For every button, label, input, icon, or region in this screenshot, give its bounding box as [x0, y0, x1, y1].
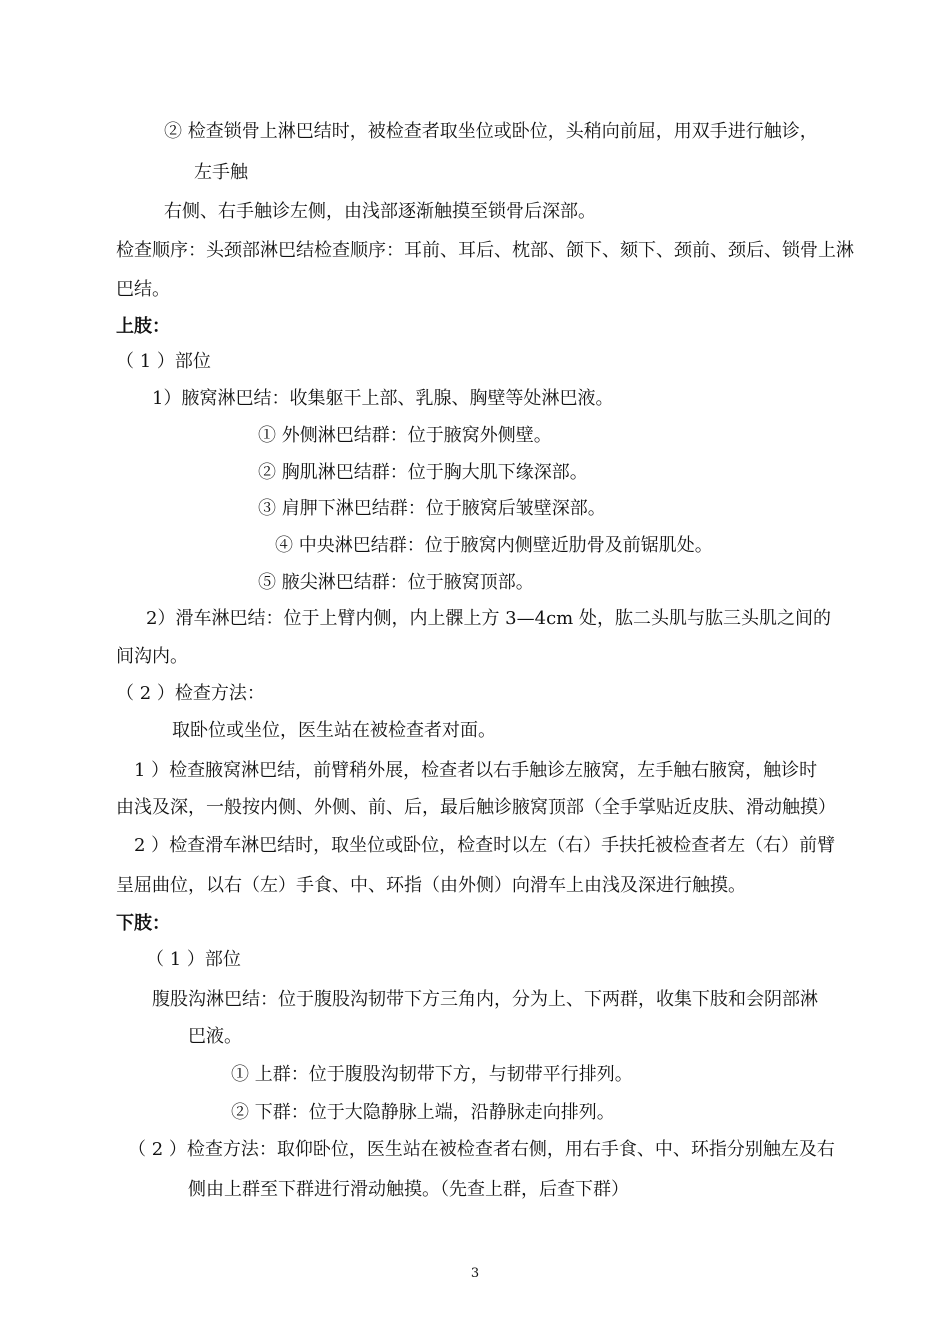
- paragraph-line: 检查顺序：头颈部淋巴结检查顺序：耳前、耳后、枕部、颌下、颏下、颈前、颈后、锁骨上淋: [116, 240, 854, 261]
- paragraph-line: 由浅及深，一般按内侧、外侧、前、后，最后触诊腋窝顶部（全手掌贴近皮肤、滑动触摸）: [116, 797, 836, 818]
- page-number: 3: [470, 1266, 480, 1281]
- paragraph-line: （ 2 ）检查方法：取仰卧位，医生站在被检查者右侧，用右手食、中、环指分别触左及右: [128, 1139, 835, 1160]
- paragraph-line: 左手触: [194, 162, 248, 183]
- paragraph-line: 巴液。: [188, 1026, 242, 1047]
- paragraph-line: 1 ）检查腋窝淋巴结，前臂稍外展，检查者以右手触诊左腋窝，左手触右腋窝，触诊时: [134, 760, 818, 781]
- paragraph-line: 2 ）检查滑车淋巴结时，取坐位或卧位，检查时以左（右）手扶托被检查者左（右）前臂: [134, 835, 836, 856]
- paragraph-line: 1）腋窝淋巴结：收集躯干上部、乳腺、胸壁等处淋巴液。: [152, 388, 614, 409]
- subsection-heading: （ 2 ）检查方法：: [116, 683, 265, 704]
- paragraph-line: ② 检查锁骨上淋巴结时，被检查者取坐位或卧位，头稍向前屈，用双手进行触诊，: [164, 121, 818, 142]
- list-item: ⑤ 腋尖淋巴结群：位于腋窝顶部。: [258, 572, 534, 593]
- paragraph-line: 侧由上群至下群进行滑动触摸。（先查上群，后查下群）: [188, 1179, 629, 1200]
- subsection-heading: （ 1 ）部位: [116, 351, 211, 372]
- subsection-heading: （ 1 ）部位: [146, 949, 241, 970]
- paragraph-line: 呈屈曲位，以右（左）手食、中、环指（由外侧）向滑车上由浅及深进行触摸。: [116, 875, 746, 896]
- paragraph-line: 右侧、右手触诊左侧，由浅部逐渐触摸至锁骨后深部。: [164, 201, 596, 222]
- list-item: ① 外侧淋巴结群：位于腋窝外侧壁。: [258, 425, 552, 446]
- paragraph-line: 2）滑车淋巴结：位于上臂内侧，内上髁上方 3—4cm 处，肱二头肌与肱三头肌之间的: [146, 608, 831, 629]
- section-heading-upper-limb: 上肢：: [116, 316, 170, 337]
- paragraph-line: 间沟内。: [116, 646, 188, 667]
- list-item: ③ 肩胛下淋巴结群：位于腋窝后皱壁深部。: [258, 498, 606, 519]
- paragraph-line: 取卧位或坐位，医生站在被检查者对面。: [172, 720, 496, 741]
- paragraph-line: 巴结。: [116, 279, 170, 300]
- section-heading-lower-limb: 下肢：: [116, 913, 170, 934]
- paragraph-line: 腹股沟淋巴结：位于腹股沟韧带下方三角内，分为上、下两群，收集下肢和会阴部淋: [152, 989, 818, 1010]
- list-item: ① 上群：位于腹股沟韧带下方，与韧带平行排列。: [231, 1064, 633, 1085]
- list-item: ② 胸肌淋巴结群：位于胸大肌下缘深部。: [258, 462, 588, 483]
- list-item: ② 下群：位于大隐静脉上端，沿静脉走向排列。: [231, 1102, 615, 1123]
- list-item: ④ 中央淋巴结群：位于腋窝内侧壁近肋骨及前锯肌处。: [275, 535, 713, 556]
